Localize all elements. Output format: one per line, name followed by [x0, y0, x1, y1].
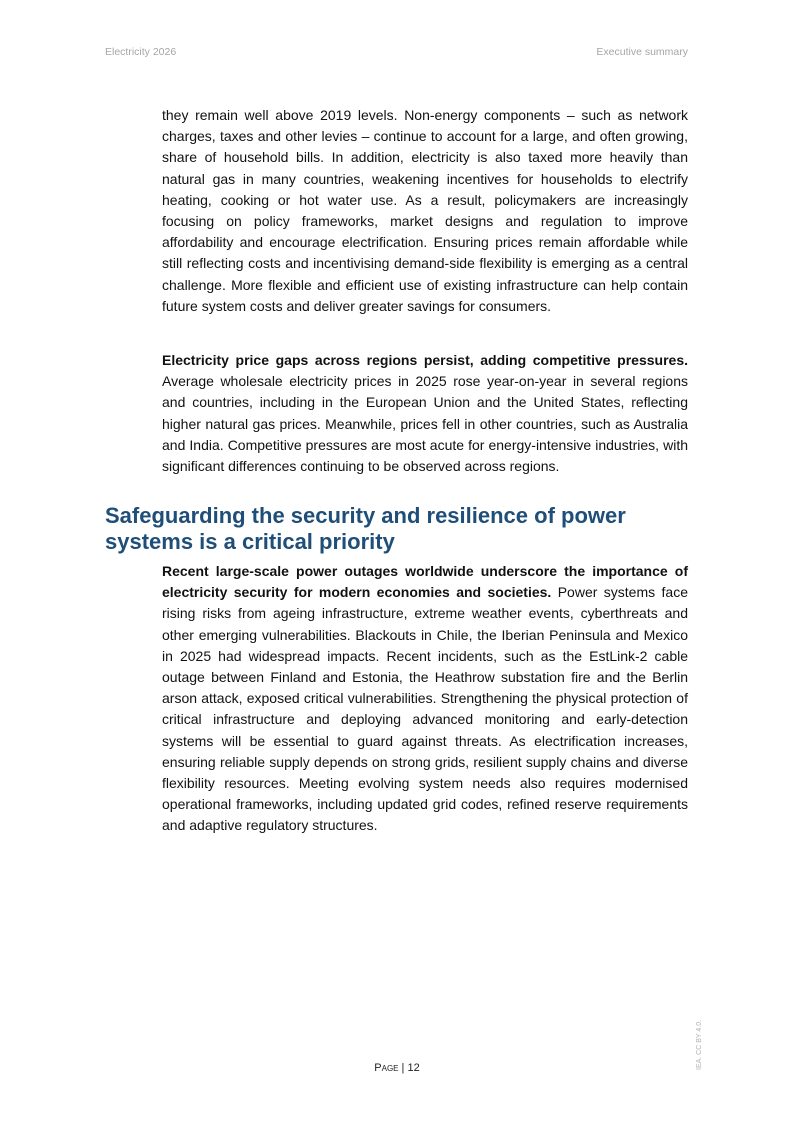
page-separator: | — [398, 1062, 408, 1074]
paragraph-security — [162, 561, 688, 837]
running-header-section: Executive summary — [596, 46, 688, 58]
paragraph-text: Average wholesale electricity prices in 2025 rose year-on-year in several regions and countries, including in the European Union and the United States, reflecting higher natural gas prices. Meanwhile, prices fell in other countries, such as Australia and India. Competitive pressures are most acute for energy-intensive industries, with significant differences continuing to be observed across regions. — [162, 373, 688, 475]
page-number-value: 12 — [407, 1062, 420, 1074]
paragraph-lead: Recent large-scale power outages worldwide underscore the importance of electricity security for modern economies and societies. — [162, 563, 688, 601]
paragraph-text: they remain well above 2019 levels. Non-energy components – such as network charges, taxes and other levies – continue to account for a large, and often growing, share of household bills. In addition, electricity is also taxed more heavily than natural gas in many countries, weakening incentives for households to electrify heating, cooking or hot water use. As a result, policymakers are increasingly focusing on policy frameworks, market designs and regulation to improve affordability and encourage electrification. Ensuring prices remain affordable while still reflecting costs and incentivising demand-side flexibility is emerging as a central challenge. More flexible and efficient use of existing infrastructure can help contain future system costs and deliver greater savings for consumers. — [162, 107, 688, 314]
running-header-title: Electricity 2026 — [105, 46, 177, 58]
paragraph-text: Power systems face rising risks from ageing infrastructure, extreme weather events, cyberthreats and other emerging vulnerabilities. Blackouts in Chile, the Iberian Peninsula and Mexico in 2025 had widespread impacts. Recent incidents, such as the EstLink-2 cable outage between Finland and Estonia, the Heathrow substation fire and the Berlin arson attack, exposed critical vulnerabilities. Strengthening the physical protection of critical infrastructure and deploying advanced monitoring and early-detection systems will be essential to guard against threats. As electrification increases, ensuring reliable supply depends on strong grids, resilient supply chains and diverse flexibility resources. Meeting evolving system needs also requires modernised operational frameworks, including updated grid codes, refined reserve requirements and adaptive regulatory structures. — [162, 584, 688, 834]
paragraph-affordability — [162, 105, 688, 317]
paragraph-price-gaps — [162, 350, 688, 477]
page-label: Page — [374, 1062, 399, 1074]
license-notice: IEA. CC BY 4.0. — [696, 1019, 703, 1070]
page-number — [0, 1062, 794, 1074]
paragraph-lead: Electricity price gaps across regions persist, adding competitive pressures. — [162, 352, 688, 368]
section-heading: Safeguarding the security and resilience of power systems is a critical priority — [105, 503, 626, 554]
